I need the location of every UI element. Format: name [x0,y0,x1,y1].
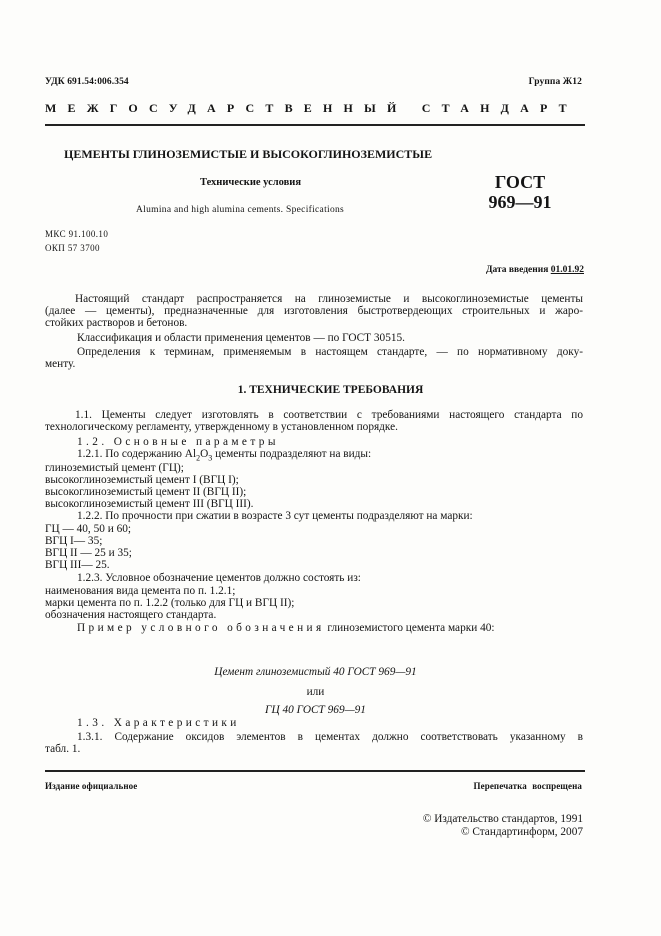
section-heading: 1. ТЕХНИЧЕСКИЕ ТРЕБОВАНИЯ [237,384,424,396]
clause-heading-text: 1.2. Основные параметры [77,436,279,448]
reprint-notice: Перепечатка воспрещена [473,781,582,791]
list-item: высокоглиноземистый цемент I (ВГЦ I); [45,474,239,486]
gost-label: ГОСТ [494,172,546,192]
list-item: ВГЦ II — 25 и 35; [45,547,132,559]
list-item: высокоглиноземистый цемент III (ВГЦ III). [45,498,254,510]
clause-heading [77,717,615,729]
subscript: 3 [208,453,213,463]
clause-line: 1.2.2. По прочности при сжатии в возрасте 3 сут цементы подразделяют на марки: [77,510,473,522]
header-rule [45,124,585,126]
intro-line: менту. [45,358,76,370]
intro-date-value: 01.01.92 [550,265,584,275]
list-item: высокоглиноземистый цемент II (ВГЦ II); [45,486,247,498]
clause-heading [77,436,615,448]
list-item: глиноземистый цемент (ГЦ); [45,462,184,474]
document-subtitle: Технические условия [200,177,302,188]
clause-line: табл. 1. [45,743,81,755]
list-item: ГЦ — 40, 50 и 60; [45,523,132,535]
list-item: наименования вида цемента по п. 1.2.1; [45,585,236,597]
clause-line: технологическому регламенту, утвержденному в установленном порядке. [45,421,398,433]
gost-block [470,172,570,212]
list-item: обозначения настоящего стандарта. [45,609,217,621]
english-title: Alumina and high alumina cements. Specifications [136,205,345,215]
intro-date-label: Дата введения [485,265,549,275]
group-code: Группа Ж12 [528,77,582,87]
intro-date [486,265,584,275]
intro-line: Настоящий стандарт распространяется на глиноземистые и высокоглиноземистые цементы [75,293,583,305]
example-designation: ГЦ 40 ГОСТ 969—91 [265,704,366,716]
clause-text: цементы подразделяют на виды: [212,448,372,460]
official-edition: Издание официальное [45,781,138,791]
intro-line: Классификация и области применения цементов — по ГОСТ 30515. [77,332,405,344]
udk-code: УДК 691.54:006.354 [45,77,129,87]
copyright-1: © Издательство стандартов, 1991 [422,813,583,825]
intro-line: (далее — цементы), предназначенные для изготовления быстротвердеющих строительных и жаро- [45,305,583,317]
list-item: ВГЦ III— 25. [45,559,110,571]
list-item: ВГЦ I— 35; [45,535,103,547]
clause-line: 1.1. Цементы следует изготовлять в соответствии с требованиями настоящего стандарта по [75,409,583,421]
clause-heading-text: 1.3. Характеристики [77,717,240,729]
example-designation: Цемент глиноземистый 40 ГОСТ 969—91 [214,666,417,678]
example-rest: глиноземистого цемента марки 40: [324,622,495,634]
mks-code: МКС 91.100.10 [45,229,109,239]
clause-line: 1.3.1. Содержание оксидов элементов в цементах должно соответствовать указанному в [77,731,583,743]
copyright-2: © Стандартинформ, 2007 [460,826,583,838]
okp-code: ОКП 57 3700 [45,243,100,253]
clause-text: 1.2.1. По содержанию Al [77,448,197,460]
example-intro [77,622,615,634]
clause-text: O [200,448,209,460]
intro-line: стойких растворов и бетонов. [45,317,188,329]
example-label: Пример условного обозначения [77,622,325,634]
intro-line: Определения к терминам, применяемым в настоящем стандарте, — по нормативному доку- [77,346,583,358]
document-title: ЦЕМЕНТЫ ГЛИНОЗЕМИСТЫЕ И ВЫСОКОГЛИНОЗЕМИСТЫЕ [64,147,433,161]
list-item: марки цемента по п. 1.2.2 (только для ГЦ и ВГЦ II); [45,597,295,609]
subscript: 2 [196,453,201,463]
gost-number: 969—91 [488,192,552,212]
clause-line: 1.2.3. Условное обозначение цементов должно состоять из: [77,572,361,584]
footer-rule [45,770,585,772]
or-text: или [306,686,325,698]
standard-type: МЕЖГОСУДАРСТВЕННЫЙ СТАНДАРТ [45,101,578,115]
